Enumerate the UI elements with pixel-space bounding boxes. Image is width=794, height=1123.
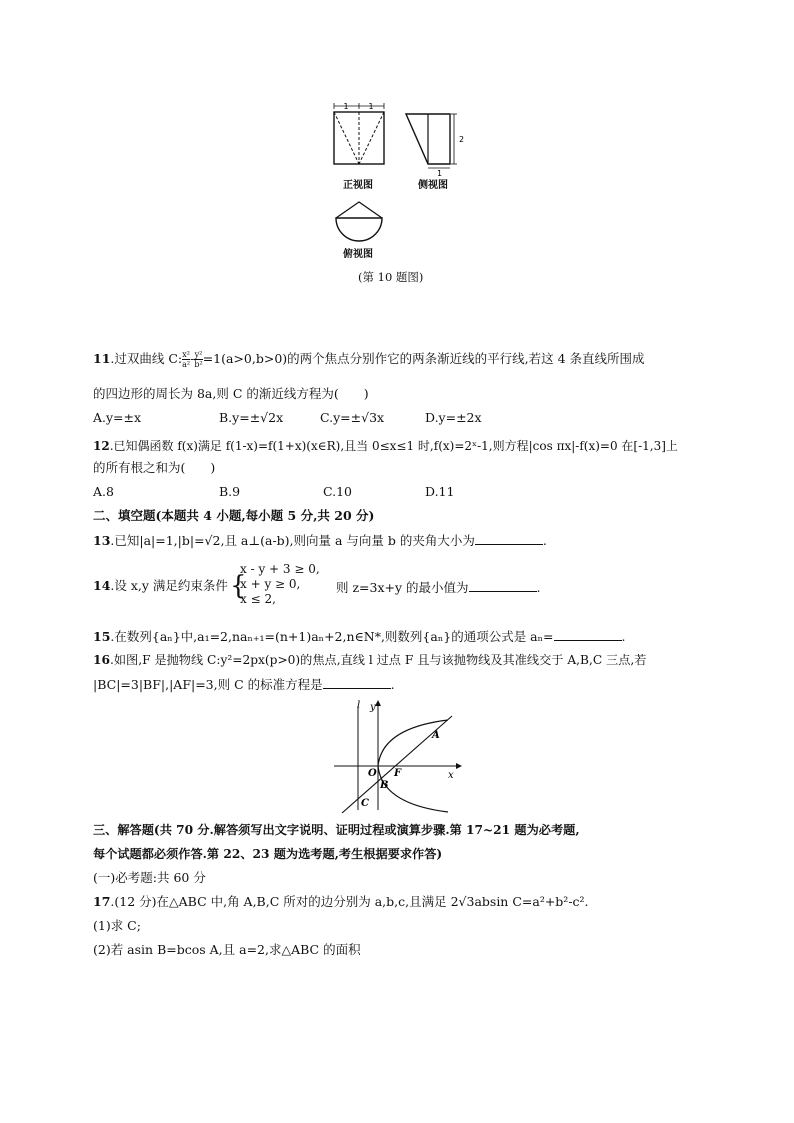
q16-line1	[93, 652, 646, 668]
q12-number: 12	[93, 439, 110, 453]
q11-option-d: D.y=±2x	[425, 410, 482, 425]
q12-option-c: C.10	[323, 484, 352, 499]
q17-part1: (1)求 C;	[93, 918, 141, 933]
label-o: O	[368, 768, 377, 779]
q12-option-d: D.11	[425, 484, 455, 499]
q12-option-a: A.8	[93, 484, 114, 499]
label-c: C	[361, 798, 369, 809]
dim-label-1b: 1	[368, 102, 374, 111]
q12-line1	[93, 438, 678, 454]
q16-number: 16	[93, 653, 110, 667]
q11-option-c: C.y=±√3x	[320, 410, 385, 425]
q14-answer-blank[interactable]	[469, 579, 537, 592]
q16-answer-blank[interactable]	[323, 676, 391, 689]
q13-answer-blank[interactable]	[475, 532, 543, 545]
label-a: A	[432, 730, 440, 741]
q11-option-b: B.y=±√2x	[219, 410, 284, 425]
q11-frac2: $\frac{\text{y²}}{\text{b²}}$	[194, 350, 203, 369]
front-right-dash	[359, 112, 384, 164]
label-y: y	[370, 702, 376, 713]
label-f: F	[394, 768, 402, 779]
q17-number: 17	[93, 894, 111, 909]
q11-text1: .过双曲线 C:	[110, 351, 183, 366]
q11-option-a: A.y=±x	[93, 410, 142, 425]
figure-10-caption: (第 10 题图)	[358, 270, 424, 284]
q14-condition-1: x - y + 3 ≥ 0,	[240, 562, 320, 576]
q17-line	[93, 894, 589, 910]
q14-text1: .设 x,y 满足约束条件	[110, 578, 228, 593]
q15-line: 15.在数列{aₙ}中,a₁=2,naₙ₊₁=(n+1)aₙ+2,n∈N*,则数列{aₙ}的通项公式是 aₙ= .	[93, 629, 626, 644]
q14-conditions	[240, 562, 320, 607]
side-view-label: 侧视图	[418, 180, 448, 191]
section-3-heading-2: 每个试题都必须作答.第 22、23 题为选考题,考生根据要求作答)	[93, 847, 443, 861]
q13-number: 13	[93, 533, 111, 548]
q11-line2: 的四边形的周长为 8a,则 C 的渐近线方程为( )	[93, 386, 369, 401]
front-left-dash	[334, 112, 359, 164]
q12-text1: .已知偶函数 f(x)满足 f(1-x)=f(1+x)(x∈R),且当 0≤x≤1 时,f(x)=2ˣ-1,则方程|cos πx|-f(x)=0 在[-1,3]上	[109, 439, 678, 453]
section-2-heading: 二、填空题(本题共 4 小题,每小题 5 分,共 20 分)	[93, 508, 375, 523]
q11-line1: 11.过双曲线 C: $\frac{\text{x²}}{\text{a²}}$ - $\frac{\text{y²}}{\text{b²}}$ =1(a>0,b>0)的两个焦点分别作它的两条渐近线的平行线,若这 4 条直线所围成	[93, 350, 645, 369]
q11-frac1: $\frac{\text{x²}}{\text{a²}}$	[182, 350, 191, 369]
subsection-1-heading: (一)必考题:共 60 分	[93, 870, 206, 885]
top-view-label: 俯视图	[343, 249, 373, 260]
q17-text: .(12 分)在△ABC 中,角 A,B,C 所对的边分别为 a,b,c,且满足 2√3absin C=a²+b²-c².	[110, 894, 589, 909]
q14-text2: 则 z=3x+y 的最小值为	[336, 580, 469, 595]
q13-line: 13.已知|a|=1,|b|=√2,且 a⊥(a-b),则向量 a 与向量 b 的夹角大小为 .	[93, 533, 547, 548]
q14-brace: {	[230, 571, 247, 601]
q15-number: 15	[93, 629, 111, 644]
dim-label-2: 2	[459, 135, 465, 144]
q12-line2: 的所有根之和为( )	[93, 460, 216, 475]
q14-line	[93, 578, 228, 594]
q16-text2: |BC|=3|BF|,|AF|=3,则 C 的标准方程是	[93, 677, 323, 692]
label-l: l	[357, 700, 361, 711]
dim-label-1c: 1	[437, 169, 443, 178]
q17-part2: (2)若 asin B=bcos A,且 a=2,求△ABC 的面积	[93, 942, 361, 957]
q13-text: .已知|a|=1,|b|=√2,且 a⊥(a-b),则向量 a 与向量 b 的夹角大小为	[110, 533, 475, 548]
figure-16	[330, 698, 465, 813]
q14-number: 14	[93, 578, 111, 593]
top-view-shape	[336, 218, 382, 241]
label-b: B	[380, 780, 389, 791]
q15-answer-blank[interactable]	[554, 628, 622, 641]
label-x: x	[448, 770, 454, 781]
q16-text1: .如图,F 是抛物线 C:y²=2px(p>0)的焦点,直线 l 过点 F 且与该抛物线及其准线交于 A,B,C 三点,若	[109, 653, 647, 667]
parabola-diagram	[330, 698, 465, 813]
front-view-label: 正视图	[343, 180, 373, 191]
q11-text2: =1(a>0,b>0)的两个焦点分别作它的两条渐近线的平行线,若这 4 条直线所围成	[202, 351, 645, 366]
q14-condition-2: x + y ≥ 0,	[240, 577, 301, 591]
dim-label-1a: 1	[343, 102, 349, 111]
q14-condition-3: x ≤ 2,	[240, 592, 276, 606]
section-3-heading-1: 三、解答题(共 70 分.解答须写出文字说明、证明过程或演算步骤.第 17~21 题为必考题,	[93, 823, 580, 837]
q12-option-b: B.9	[219, 484, 241, 499]
q14-line2: 则 z=3x+y 的最小值为 .	[336, 580, 541, 595]
q15-text: .在数列{aₙ}中,a₁=2,naₙ₊₁=(n+1)aₙ+2,n∈N*,则数列{aₙ}的通项公式是 aₙ=	[110, 629, 554, 644]
q16-line2: |BC|=3|BF|,|AF|=3,则 C 的标准方程是 .	[93, 677, 395, 692]
q11-number: 11	[93, 351, 111, 366]
